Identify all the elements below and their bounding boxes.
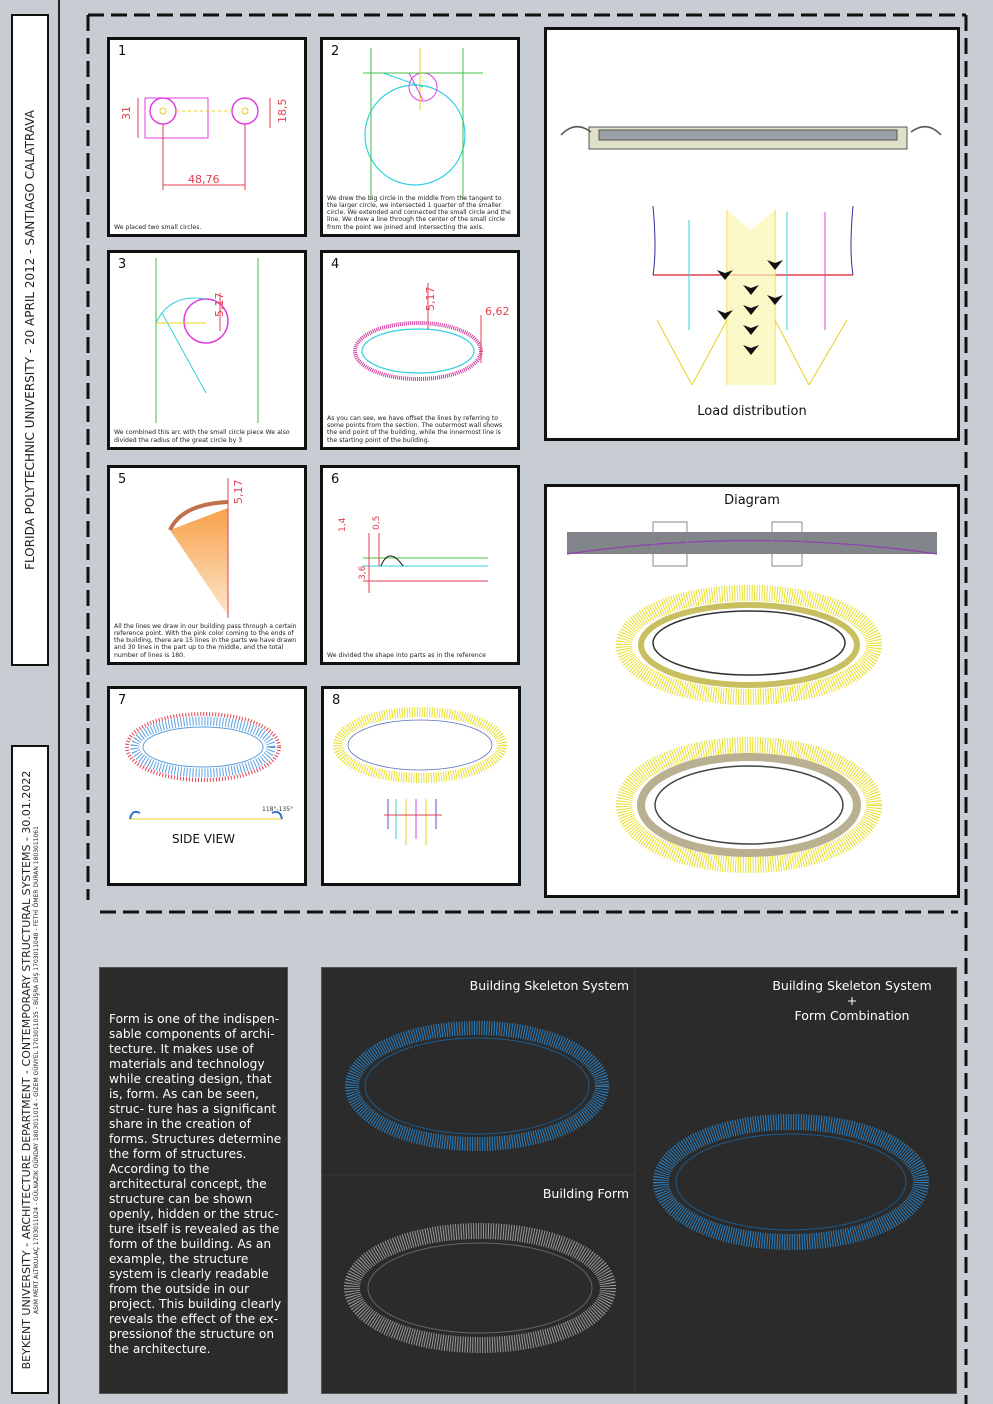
step-3-drawing [110,253,304,447]
load-distribution-drawing [547,30,957,438]
essay-panel [99,967,288,1394]
load-distribution-panel [544,27,960,441]
combo-line-1: Building Skeleton System [772,978,932,993]
load-distribution-label: Load distribution [697,404,807,419]
dimension-label: 5,17 [232,479,245,504]
essay-text: Form is one of the indispen- sable components of archi- tecture. It makes use of materials and technology while creating design, that is, form. As can be seen, struc- ture has a significant share in the creation of forms. Structures determine the form of structures. According to the architectural concept, the structure can be shown openly, hidden or the struc- ture itself is revealed as the form of the building. As an example, the structure system is clearly readable from the outside in our project. This building clearly reveals the effect of the ex- pressionof the structure on the architecture. [109,1012,282,1356]
dimension-label: 18,5 [276,98,289,123]
step-number: 7 [118,693,127,708]
step-number: 3 [118,257,127,272]
dimension-label: 0,5 [372,515,382,530]
step-5-panel [107,465,307,665]
combo-line-2: Form Combination [794,1008,910,1023]
step-number: 2 [331,44,340,59]
step-number: 6 [331,472,340,487]
step-caption: We placed two small circles. [114,223,202,231]
combo-label [762,978,942,1023]
sidebar-top-title: FLORIDA POLYTECHNIC UNIVERSITY - 20 APRIL 2012 - SANTIAGO CALATRAVA [11,14,49,666]
step-caption: We drew the big circle in the middle from the tangent to the larger circle, we intersected 1 quarter of the smaller circle. We extended and connected the small circle and the line. We drew a line through the center of the small circle from the point we joined and intersecting the axis. [327,194,511,231]
step-2-panel [320,37,520,237]
diagram-title: Diagram [724,493,780,508]
dimension-label: 31 [120,106,133,120]
step-1-panel [107,37,307,237]
dimension-label: 48,76 [188,173,220,186]
author-list: ASIM MERT ALTIKULAÇ 1703011024 - GÜLNAZIK GÜNDAY 1803011014 - GİZEM GÜNYEL 1703011035 - BÜŞRA DİŞ 1703011048 - FETHİ ÖMER DURAN 1803011061 [33,825,40,1314]
step-number: 8 [332,693,341,708]
step-caption: As you can see, we have offset the lines by referring to some points from the section. The outermost wall shows the end point of the building, while the innermost line is the starting point of the building. [327,414,503,444]
diagram-drawing [547,487,957,895]
step-3-panel [107,250,307,450]
step-4-panel [320,250,520,450]
dimension-label: 5,17 [213,292,226,317]
dimension-label: 5,17 [424,286,437,311]
side-view-label: SIDE VIEW [172,832,235,846]
renders-panel [321,967,957,1394]
step-caption: All the lines we draw in our building pass through a certain reference point. With the pink color coming to the ends of the building, there are 15 lines in the parts we have drawn and 30 lines in the part up to the middle, and the total number of lines is 180. [114,622,297,659]
sidebar-bottom-title [11,745,49,1394]
step-caption: We combined this arc with the small circle piece We also divided the radius of the great circle by 3 [114,429,290,444]
step-7-drawing [110,689,304,883]
step-caption: We divided the shape into parts as in the reference [327,651,486,659]
skeleton-label: Building Skeleton System [469,978,629,993]
step-1-drawing [110,40,304,234]
dimension-label: 6,62 [485,305,510,318]
dimension-label: 1,4 [338,517,348,532]
diagram-panel [544,484,960,898]
step-number: 1 [118,44,127,59]
step-6-drawing [323,468,517,662]
angle-label: 118°-135° [262,806,294,813]
step-8-drawing [324,689,518,883]
course-title: BEYKENT UNIVERSITY - ARCHITECTURE DEPARTMENT - CONTEMPORARY STRUCTURAL SYSTEMS - 30.01.2022 [20,770,33,1369]
combo-plus: + [846,993,858,1008]
form-label: Building Form [542,1186,629,1201]
step-7-panel [107,686,307,886]
step-number: 4 [331,257,340,272]
step-6-panel [320,465,520,665]
step-number: 5 [118,472,127,487]
dimension-label: 3,6 [358,565,368,580]
renders-drawing [322,968,956,1393]
step-8-panel [321,686,521,886]
